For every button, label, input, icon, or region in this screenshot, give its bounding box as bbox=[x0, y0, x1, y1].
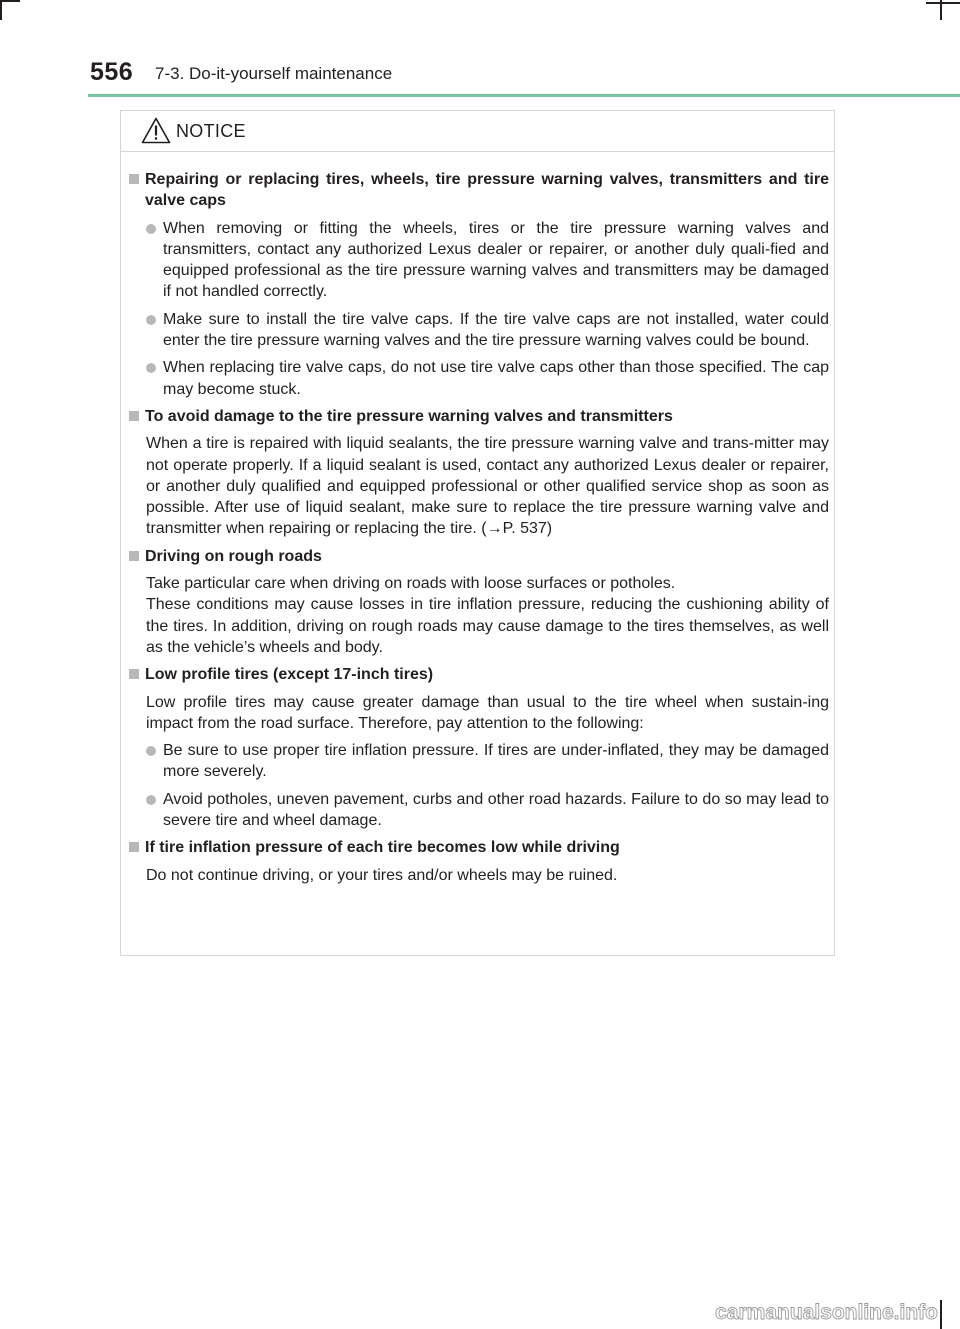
crop-mark bbox=[0, 0, 2, 20]
notice-header bbox=[121, 111, 834, 152]
paragraph: When a tire is repaired with liquid sealants, the tire pressure warning valve and trans-mitter may not operate properly. If a liquid sealant is used, contact any authorized Lexus dealer or repairer, or another duly qualified and equipped professional or other qualified service shop as soon as possible. After use of liquid sealant, make sure to replace the tire pressure warning valve and transmitter when repairing or replacing the tire. (→P. 537) bbox=[146, 435, 829, 538]
notice-box bbox=[120, 110, 835, 956]
section-heading: If tire inflation pressure of each tire becomes low while driving bbox=[129, 837, 829, 858]
square-bullet-icon bbox=[129, 551, 139, 561]
section-heading: Repairing or replacing tires, wheels, tire pressure warning valves, transmitters and tire valve caps bbox=[129, 169, 829, 212]
square-bullet-icon bbox=[129, 842, 139, 852]
crop-mark bbox=[0, 0, 20, 2]
bullet-item: Make sure to install the tire valve caps. If the tire valve caps are not installed, water could enter the tire pressure warning valves and the tire pressure warning valves could be bound. bbox=[129, 309, 829, 352]
crop-mark bbox=[926, 2, 960, 4]
circle-bullet-icon bbox=[146, 224, 156, 234]
paragraph: Take particular care when driving on roads with loose surfaces or potholes. bbox=[146, 575, 676, 593]
circle-bullet-icon bbox=[146, 363, 156, 373]
page-header bbox=[88, 56, 960, 94]
bullet-item: When replacing tire valve caps, do not use tire valve caps other than those specified. The cap may become stuck. bbox=[129, 357, 829, 400]
bullet-item: Be sure to use proper tire inflation pressure. If tires are under-inflated, they may be damaged more severely. bbox=[129, 740, 829, 783]
notice-content bbox=[129, 169, 829, 892]
section-heading: Low profile tires (except 17-inch tires) bbox=[129, 664, 829, 685]
section-heading: To avoid damage to the tire pressure warning valves and transmitters bbox=[129, 406, 829, 427]
watermark bbox=[640, 1296, 940, 1326]
square-bullet-icon bbox=[129, 669, 139, 679]
notice-label: NOTICE bbox=[176, 121, 246, 141]
circle-bullet-icon bbox=[146, 315, 156, 325]
square-bullet-icon bbox=[129, 411, 139, 421]
page-number: 556 bbox=[90, 58, 134, 86]
square-bullet-icon bbox=[129, 174, 139, 184]
paragraph: Do not continue driving, or your tires and/or wheels may be ruined. bbox=[146, 866, 618, 884]
crop-mark bbox=[940, 1300, 942, 1329]
circle-bullet-icon bbox=[146, 795, 156, 805]
section-heading: Driving on rough roads bbox=[129, 546, 829, 567]
paragraph: Low profile tires may cause greater damage than usual to the tire wheel when sustain-ing impact from the road surface. Therefore, pay attention to the following: bbox=[146, 693, 829, 732]
section-title: 7-3. Do-it-yourself maintenance bbox=[155, 64, 393, 83]
bullet-item: Avoid potholes, uneven pavement, curbs and other road hazards. Failure to do so may lead to severe tire and wheel damage. bbox=[129, 789, 829, 832]
bullet-item: When removing or fitting the wheels, tires or the tire pressure warning valves and transmitters, contact any authorized Lexus dealer or repairer, or another duly quali-fied and equipped professional as the tire pressure warning valves and transmitters may be damaged if not handled correctly. bbox=[129, 218, 829, 303]
header-rule bbox=[88, 94, 960, 97]
paragraph: These conditions may cause losses in tire inflation pressure, reducing the cushioning ability of the tires. In addition, driving on rough roads may cause damage to the tires themselves, as well as the vehicle’s wheels and body. bbox=[146, 596, 829, 656]
warning-triangle-icon bbox=[141, 117, 171, 144]
svg-text:carmanualsonline.info: carmanualsonline.info bbox=[715, 1301, 938, 1324]
circle-bullet-icon bbox=[146, 746, 156, 756]
